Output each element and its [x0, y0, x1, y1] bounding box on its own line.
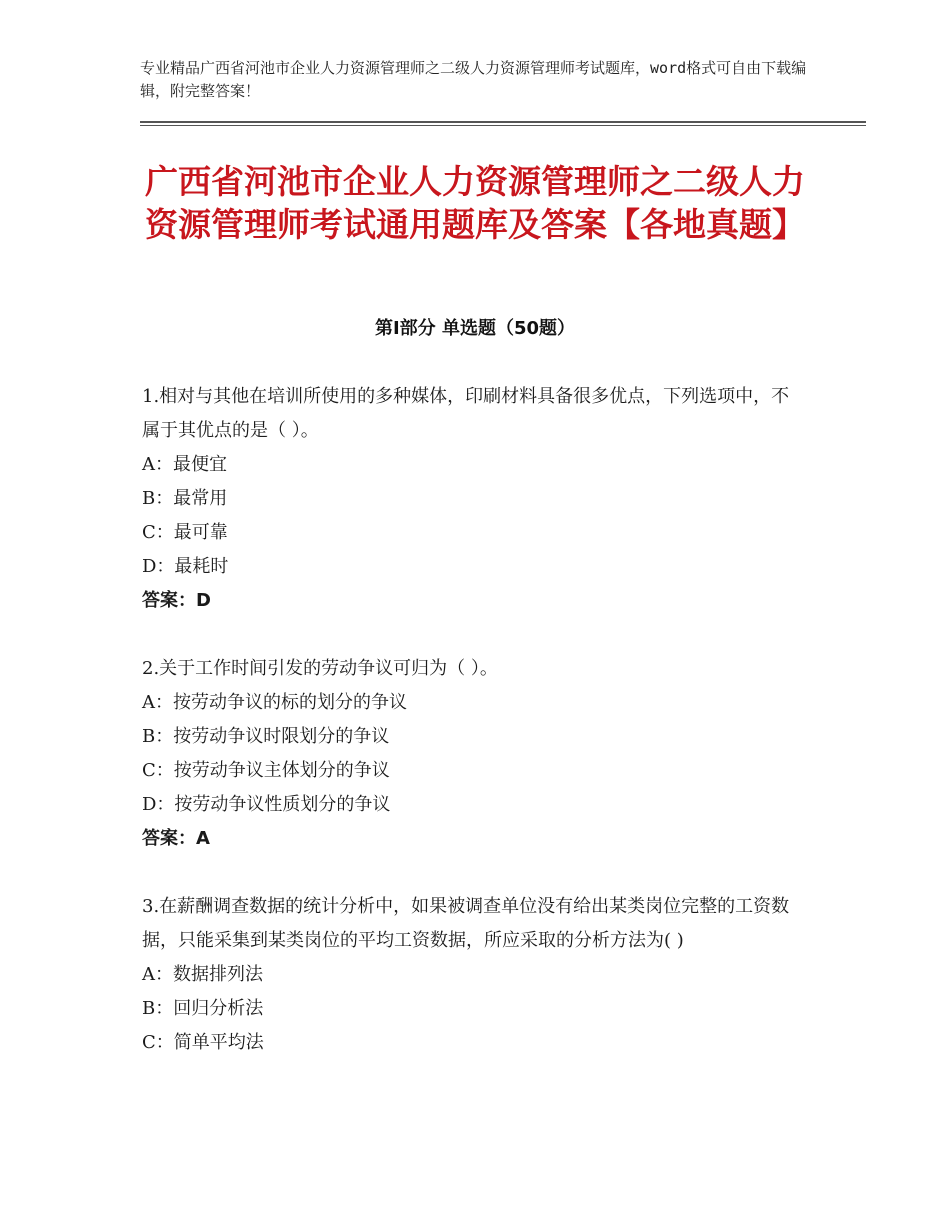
option-d: D：按劳动争议性质划分的争议 — [142, 794, 391, 815]
section-heading: 第Ⅰ部分 单选题（50题） — [374, 318, 575, 339]
option-c: C：最可靠 — [142, 522, 228, 543]
question-list — [142, 380, 802, 1094]
option-b: B：回归分析法 — [142, 998, 264, 1019]
option-a: A：按劳动争议的标的划分的争议 — [142, 692, 407, 713]
answer-line: 答案：A — [142, 828, 210, 849]
question-stem: 1.相对与其他在培训所使用的多种媒体，印刷材料具备很多优点，下列选项中，不属于其优点的是（ ）。 — [142, 386, 790, 441]
question-3 — [142, 890, 802, 1060]
header-rule-thick — [140, 121, 866, 123]
document-title: 广西省河池市企业人力资源管理师之二级人力资源管理师考试通用题库及答案【各地真题】 — [145, 162, 805, 244]
option-a: A：数据排列法 — [142, 964, 263, 985]
option-c: C：按劳动争议主体划分的争议 — [142, 760, 390, 781]
option-a: A：最便宜 — [142, 454, 227, 475]
header-rule-thin — [140, 125, 866, 126]
option-c: C：简单平均法 — [142, 1032, 264, 1053]
header-note: 专业精品广西省河池市企业人力资源管理师之二级人力资源管理师考试题库，word格式可自由下载编辑，附完整答案！ — [140, 59, 807, 100]
answer-line: 答案：D — [142, 590, 211, 611]
option-b: B：最常用 — [142, 488, 228, 509]
option-b: B：按劳动争议时限划分的争议 — [142, 726, 390, 747]
question-2 — [142, 652, 802, 856]
question-stem: 3.在薪酬调查数据的统计分析中，如果被调查单位没有给出某类岗位完整的工资数据，只能采集到某类岗位的平均工资数据，所应采取的分析方法为( ) — [142, 896, 790, 951]
question-stem: 2.关于工作时间引发的劳动争议可归为（ ）。 — [142, 658, 498, 679]
question-1 — [142, 380, 802, 618]
option-d: D：最耗时 — [142, 556, 229, 577]
